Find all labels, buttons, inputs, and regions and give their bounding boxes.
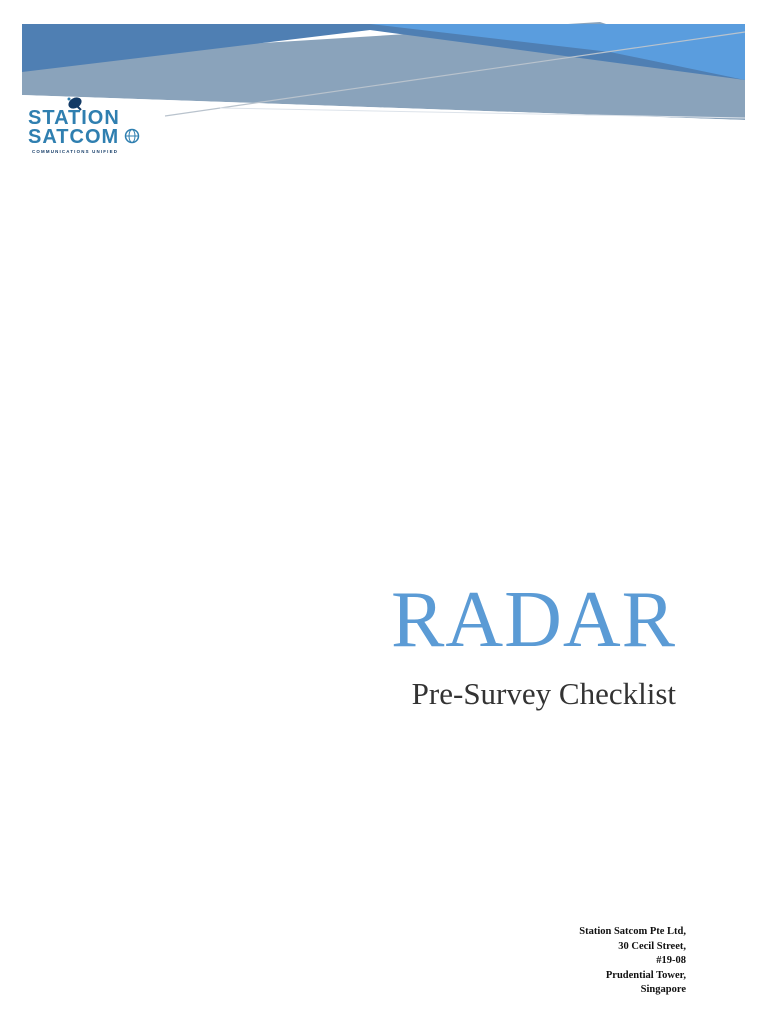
company-address (579, 925, 686, 998)
address-line: Station Satcom Pte Ltd, (579, 926, 686, 937)
logo-line-satcom: SATCOM (28, 126, 120, 148)
address-line: #19-08 (656, 955, 686, 966)
logo-tagline: COMMUNICATIONS UNIFIED (32, 149, 119, 154)
company-logo (28, 96, 160, 158)
document-title: RADAR (390, 576, 676, 664)
address-line: 30 Cecil Street, (618, 940, 686, 952)
logo-line-station: STATION (28, 107, 120, 129)
document-subtitle: Pre-Survey Checklist (411, 676, 676, 711)
globe-icon (124, 128, 140, 144)
address-line: Prudential Tower, (605, 969, 686, 981)
title-block (390, 576, 676, 711)
address-line: Singapore (640, 984, 686, 995)
